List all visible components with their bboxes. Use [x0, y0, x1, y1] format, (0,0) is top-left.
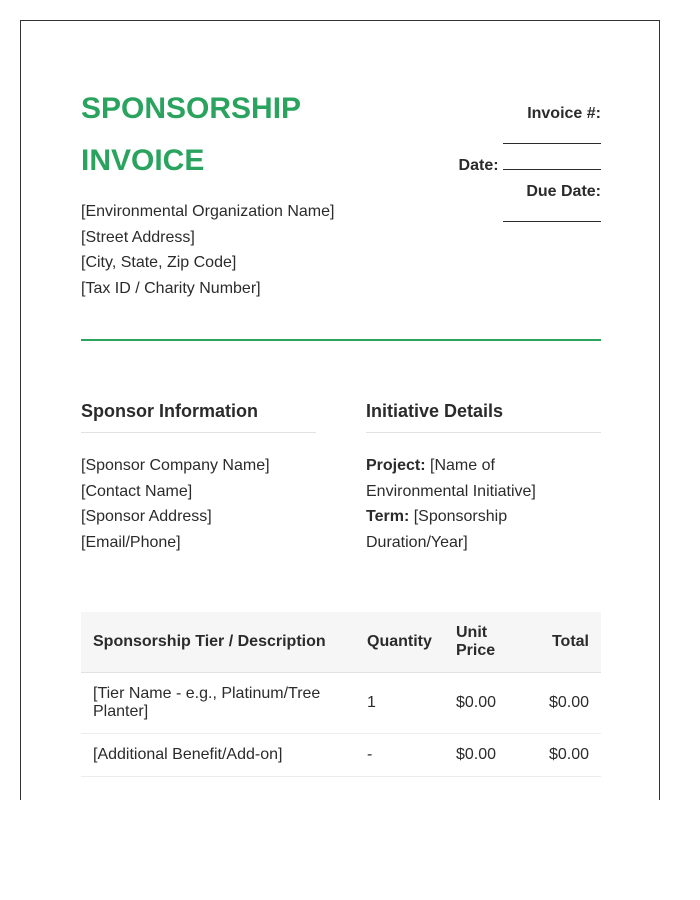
term-line — [366, 504, 601, 555]
due-date-row — [401, 179, 601, 205]
due-date-label: Due Date: — [526, 183, 601, 200]
row-total: $0.00 — [536, 673, 601, 734]
sponsor-block — [81, 453, 316, 555]
org-tax-id: [Tax ID / Charity Number] — [81, 279, 261, 297]
sponsor-email-phone: [Email/Phone] — [81, 533, 181, 551]
due-date-blank — [503, 205, 601, 222]
line-items-table — [81, 612, 601, 777]
invoice-title — [81, 83, 381, 187]
date-blank — [503, 153, 601, 170]
project-label: Project: — [366, 457, 426, 474]
table-row — [81, 673, 601, 734]
org-city: [City, State, Zip Code] — [81, 254, 237, 271]
invoice-meta — [401, 101, 601, 231]
sponsor-company: [Sponsor Company Name] — [81, 457, 270, 474]
row-description: [Tier Name - e.g., Platinum/Tree Planter] — [81, 673, 355, 734]
row-unit-price: $0.00 — [444, 673, 536, 734]
date-row — [401, 153, 601, 179]
term-value: [Sponsorship Duration/Year] — [366, 508, 508, 551]
row-quantity: 1 — [355, 673, 444, 734]
initiative-heading: Initiative Details — [366, 401, 601, 433]
invoice-number-row — [401, 101, 601, 127]
header-total: Total — [536, 612, 601, 673]
table-header-row — [81, 612, 601, 673]
invoice-number-blank — [503, 127, 601, 144]
initiative-block — [366, 453, 601, 555]
project-value: [Name of Environmental Initiative] — [366, 457, 536, 500]
sponsor-address: [Sponsor Address] — [81, 508, 212, 525]
header-unit-price: Unit Price — [444, 612, 536, 673]
row-unit-price: $0.00 — [444, 734, 536, 777]
title-line-2: INVOICE — [81, 144, 205, 177]
org-street: [Street Address] — [81, 228, 195, 246]
invoice-number-row-blank — [401, 127, 601, 153]
header-description: Sponsorship Tier / Description — [81, 612, 355, 673]
project-line — [366, 453, 601, 504]
header-divider — [81, 339, 601, 341]
term-label: Term: — [366, 508, 410, 525]
due-date-row-blank — [401, 205, 601, 231]
row-quantity: - — [355, 734, 444, 777]
title-line-1: SPONSORSHIP — [81, 92, 302, 125]
invoice-number-label: Invoice #: — [527, 105, 601, 122]
row-total: $0.00 — [536, 734, 601, 777]
sponsor-contact: [Contact Name] — [81, 482, 193, 500]
date-label: Date: — [458, 157, 499, 174]
header-quantity: Quantity — [355, 612, 444, 673]
table-row — [81, 734, 601, 777]
row-description: [Additional Benefit/Add-on] — [81, 734, 355, 777]
org-name: [Environmental Organization Name] — [81, 203, 335, 220]
invoice-page — [20, 20, 660, 800]
sponsor-heading: Sponsor Information — [81, 401, 316, 433]
organization-block — [81, 199, 334, 301]
